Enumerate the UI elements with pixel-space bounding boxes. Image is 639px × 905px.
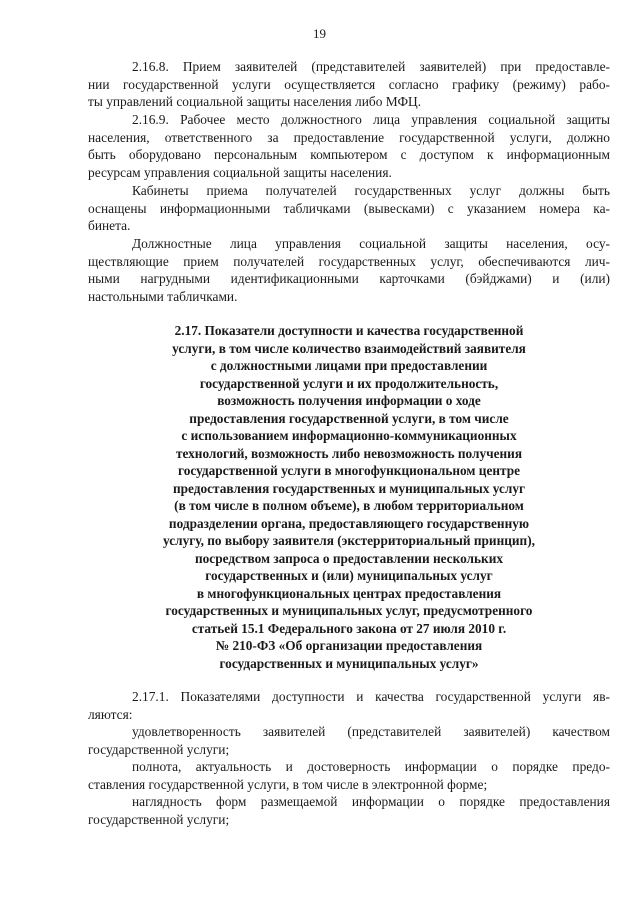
paragraph-satisfaction: [88, 723, 610, 758]
heading-line: государственной услуги и их продолжительность,: [199, 375, 499, 391]
text-line: государственной услуги;: [88, 741, 230, 757]
text-line: государственной услуги;: [88, 811, 230, 827]
heading-line: посредством запроса о предоставлении нескольких: [194, 550, 504, 566]
heading-line: услугу, по выбору заявителя (экстерриториальный принцип),: [163, 533, 535, 548]
heading-line: государственных и (или) муниципальных услуг: [205, 568, 493, 583]
heading-line: № 210-ФЗ «Об организации предоставления: [215, 638, 483, 653]
text-line: нии государственной услуги осуществляется согласно графику (режиму) рабо-: [88, 76, 610, 92]
text-line: 2.16.8. Прием заявителей (представителей заявителей) при предоставле-: [132, 59, 610, 74]
heading-line: услуги, в том числе количество взаимодействий заявителя: [172, 340, 526, 356]
paragraph-cabinets: [88, 182, 610, 235]
text-line: Должностные лица управления социальной защиты населения, осу-: [132, 236, 610, 251]
paragraph-2-16-8: [88, 58, 610, 111]
heading-line: подразделении органа, предоставляющего государственную: [168, 515, 530, 531]
text-line: 2.16.9. Рабочее место должностного лица управления социальной защиты: [132, 112, 610, 127]
text-line: ными нагрудными идентификационными карточками (бэйджами) и (или): [88, 271, 610, 287]
heading-line: в многофункциональных центрах предоставления: [196, 585, 502, 601]
text-line: ществляющие прием получателей государственных услуг, обеспечиваются лич-: [88, 253, 610, 269]
paragraph-2-17-1: [88, 688, 610, 723]
text-line: настольными табличками.: [88, 288, 238, 304]
text-line: быть оборудовано персональным компьютером с доступом к информационным: [88, 147, 610, 163]
section-heading-2-17: [88, 322, 610, 672]
paragraph-visibility: [88, 793, 610, 828]
text-line: наглядность форм размещаемой информации о порядке предоставления: [132, 794, 610, 809]
heading-line: государственных и муниципальных услуг»: [219, 655, 479, 671]
text-line: ставления государственной услуги, в том числе в электронной форме;: [88, 776, 488, 792]
heading-line: технологий, возможность либо невозможность получения: [175, 445, 523, 461]
text-line: полнота, актуальность и достоверность информации о порядке предо-: [132, 759, 610, 774]
text-line: бинета.: [88, 218, 131, 234]
heading-line: возможность получения информации о ходе: [217, 393, 481, 408]
heading-line: статьей 15.1 Федерального закона от 27 июля 2010 г.: [191, 620, 507, 636]
heading-line: предоставления государственной услуги, в том числе: [189, 410, 509, 426]
text-line: населения, ответственного за предоставление государственной услуги, должно: [88, 129, 610, 145]
text-line: ляются:: [88, 706, 133, 722]
text-line: Кабинеты приема получателей государственных услуг должны быть: [132, 183, 610, 198]
text-line: ресурсам управления социальной защиты населения.: [88, 164, 392, 180]
heading-line: государственных и муниципальных услуг, предусмотренного: [165, 603, 533, 618]
heading-line: 2.17. Показатели доступности и качества государственной: [174, 323, 524, 338]
text-line: удовлетворенность заявителей (представителей заявителей) качеством: [132, 724, 610, 739]
paragraph-2-16-9: [88, 111, 610, 181]
paragraph-completeness: [88, 758, 610, 793]
text-line: оснащены информационными табличками (вывесками) с указанием номера ка-: [88, 200, 610, 216]
heading-line: с должностными лицами при предоставлении: [210, 358, 488, 373]
heading-line: (в том числе в полном объеме), в любом территориальном: [174, 498, 524, 513]
page-number: 19: [313, 26, 326, 41]
paragraph-officials: [88, 235, 610, 305]
heading-line: предоставления государственных и муниципальных услуг: [172, 480, 526, 496]
heading-line: государственной услуги в многофункциональном центре: [177, 463, 521, 478]
text-line: 2.17.1. Показателями доступности и качества государственной услуги яв-: [132, 689, 610, 704]
text-line: ты управлений социальной защиты населения либо МФЦ.: [88, 94, 422, 110]
heading-line: с использованием информационно-коммуникационных: [181, 428, 517, 443]
